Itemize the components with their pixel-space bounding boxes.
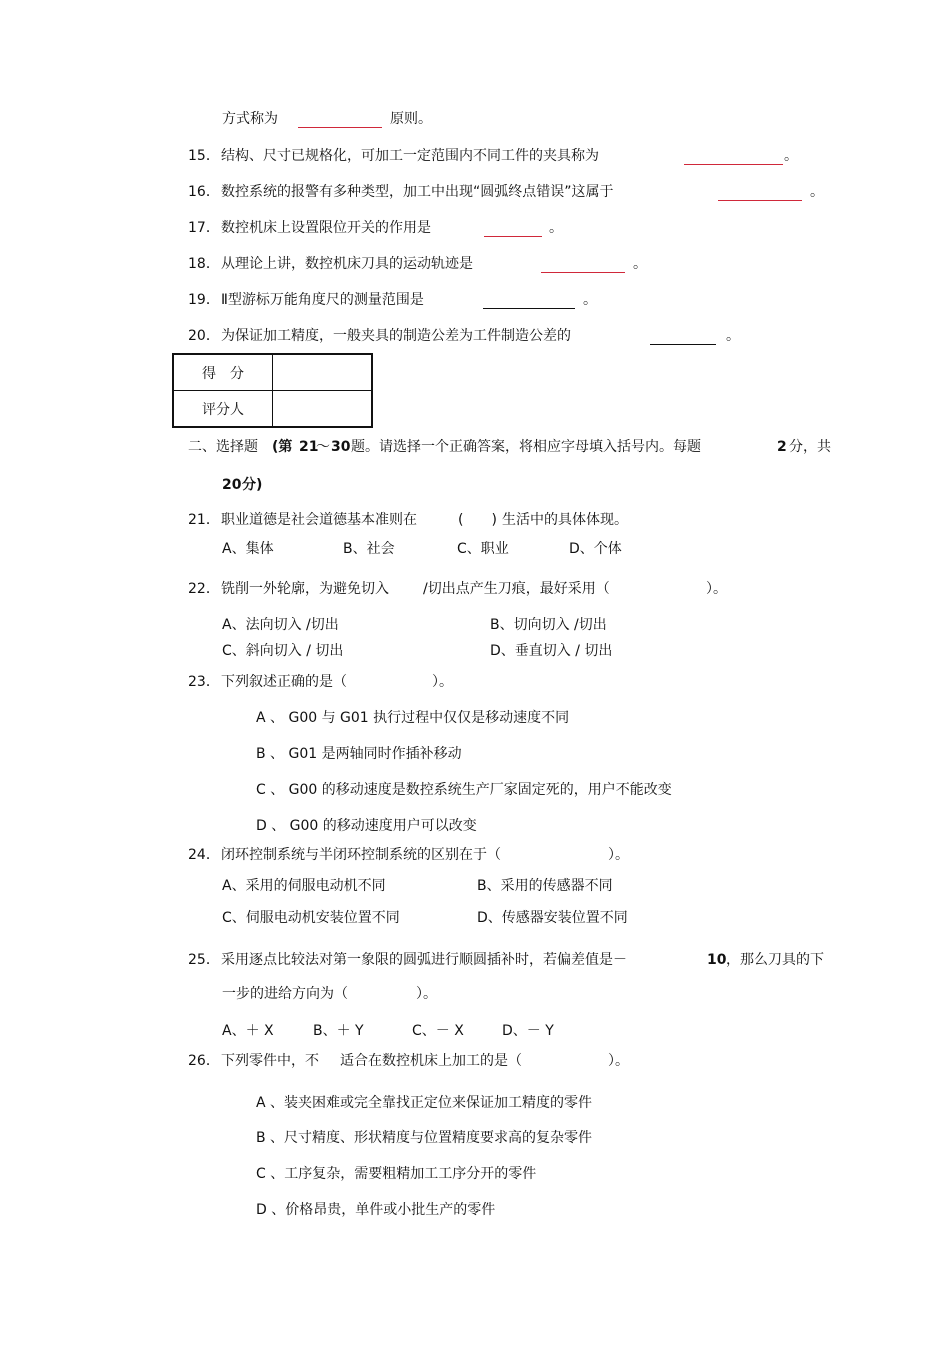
q23-number: 23． xyxy=(188,674,220,690)
q26-option-a[interactable]: A 、装夹困难或完全靠找正定位来保证加工精度的零件 xyxy=(256,1095,593,1111)
section2-q-from: 21 xyxy=(299,439,319,455)
section2-total: 20 xyxy=(222,477,242,493)
q24-option-b[interactable]: B、采用的传感器不同 xyxy=(477,878,613,894)
q21-option-d[interactable]: D、个体 xyxy=(569,541,622,557)
q22-option-c[interactable]: C、斜向切入 / 切出 xyxy=(222,643,344,659)
q19-text: Ⅱ型游标万能角度尺的测量范围是 xyxy=(221,292,424,308)
answer-blank xyxy=(718,200,802,201)
q22-option-b[interactable]: B、切向切入 /切出 xyxy=(490,617,607,633)
q25-value: 10 xyxy=(707,952,727,968)
score-label: 得 分 xyxy=(173,354,273,391)
q26-text-end: ）。 xyxy=(608,1053,629,1069)
q21-text-end: 生活中的具体体现。 xyxy=(502,512,628,528)
q26-option-c[interactable]: C 、工序复杂，需要粗精加工工序分开的零件 xyxy=(256,1166,537,1182)
section2-points: 2 xyxy=(777,439,787,455)
q24-option-d[interactable]: D、传感器安装位置不同 xyxy=(477,910,628,926)
q21-option-b[interactable]: B、社会 xyxy=(343,541,395,557)
answer-blank xyxy=(684,164,783,165)
q15-number: 15． xyxy=(188,148,220,164)
grader-cell[interactable] xyxy=(273,391,373,428)
q22-option-d[interactable]: D、垂直切入 / 切出 xyxy=(490,643,613,659)
q17-number: 17． xyxy=(188,220,220,236)
q25-text: 采用逐点比较法对第一象限的圆弧进行顺圆插补时，若偏差值是－ xyxy=(221,952,627,968)
grader-label: 评分人 xyxy=(173,391,273,428)
q24-option-a[interactable]: A、采用的伺服电动机不同 xyxy=(222,878,386,894)
q25-line2-end: ）。 xyxy=(416,986,437,1002)
q21-option-c[interactable]: C、职业 xyxy=(457,541,509,557)
q20-text: 为保证加工精度，一般夹具的制造公差为工件制造公差的 xyxy=(221,328,571,344)
q23-text: 下列叙述正确的是（ xyxy=(221,674,347,690)
score-cell[interactable] xyxy=(273,354,373,391)
q16-number: 16． xyxy=(188,184,220,200)
q18-suffix: 。 xyxy=(633,256,647,272)
q22-option-a[interactable]: A、法向切入 /切出 xyxy=(222,617,339,633)
answer-blank xyxy=(484,236,542,237)
q23-option-a[interactable]: A 、 G00 与 G01 执行过程中仅仅是移动速度不同 xyxy=(256,710,570,726)
section2-total-label: 分，共 xyxy=(789,439,831,455)
q21-number: 21． xyxy=(188,512,220,528)
q17-text: 数控机床上设置限位开关的作用是 xyxy=(221,220,431,236)
q25-number: 25． xyxy=(188,952,220,968)
q18-text: 从理论上讲，数控机床刀具的运动轨迹是 xyxy=(221,256,473,272)
q21-text: 职业道德是社会道德基本准则在 xyxy=(221,512,417,528)
q20-number: 20． xyxy=(188,328,220,344)
q22-text: 铣削一外轮廓，为避免切入 xyxy=(221,581,389,597)
q17-suffix: 。 xyxy=(549,220,563,236)
q26-number: 26． xyxy=(188,1053,220,1069)
section2-instruction: 题。请选择一个正确答案，将相应字母填入括号内。每题 xyxy=(351,439,701,455)
section2-q-to: 30 xyxy=(331,439,351,455)
q16-text: 数控系统的报警有多种类型，加工中出现“圆弧终点错误”这属于 xyxy=(221,184,614,200)
q19-number: 19． xyxy=(188,292,220,308)
q26-option-b[interactable]: B 、尺寸精度、形状精度与位置精度要求高的复杂零件 xyxy=(256,1130,593,1146)
q16-suffix: 。 xyxy=(810,184,824,200)
q22-number: 22． xyxy=(188,581,220,597)
q23-option-b[interactable]: B 、 G01 是两轴同时作插补移动 xyxy=(256,746,462,762)
q23-option-d[interactable]: D 、 G00 的移动速度用户可以改变 xyxy=(256,818,477,834)
q24-option-c[interactable]: C、伺服电动机安装位置不同 xyxy=(222,910,400,926)
q20-suffix: 。 xyxy=(726,328,740,344)
q18-number: 18． xyxy=(188,256,220,272)
q25-option-d[interactable]: D、－ Y xyxy=(502,1023,554,1039)
q15-text: 结构、尺寸已规格化，可加工一定范围内不同工件的夹具称为 xyxy=(221,148,599,164)
q26-text: 下列零件中，不 xyxy=(221,1053,319,1069)
q26-text-mid: 适合在数控机床上加工的是（ xyxy=(340,1053,522,1069)
q25-line2: 一步的进给方向为（ xyxy=(222,986,348,1002)
answer-blank xyxy=(650,344,716,345)
q21-bracket[interactable]: ( ) xyxy=(458,512,497,528)
q15-suffix: 。 xyxy=(784,148,798,164)
q25-option-c[interactable]: C、－ X xyxy=(412,1023,464,1039)
q23-text-end: ）。 xyxy=(432,674,453,690)
q24-number: 24． xyxy=(188,847,220,863)
section2-tilde: ～ xyxy=(316,439,330,455)
answer-blank xyxy=(298,127,382,128)
section2-paren-open: (第 xyxy=(272,439,293,455)
score-table xyxy=(172,353,373,428)
q14-suffix: 原则。 xyxy=(390,111,432,127)
q25-text-end: ，那么刀具的下 xyxy=(726,952,824,968)
q23-option-c[interactable]: C 、 G00 的移动速度是数控系统生产厂家固定死的，用户不能改变 xyxy=(256,782,672,798)
q24-text: 闭环控制系统与半闭环控制系统的区别在于（ xyxy=(221,847,501,863)
q26-option-d[interactable]: D 、价格昂贵，单件或小批生产的零件 xyxy=(256,1202,496,1218)
answer-blank xyxy=(541,272,625,273)
q22-text-mid: /切出点产生刀痕，最好采用（ xyxy=(423,581,610,597)
section2-total-unit: 分) xyxy=(242,477,263,493)
q22-text-end: ）。 xyxy=(706,581,727,597)
q25-option-a[interactable]: A、＋ X xyxy=(222,1023,274,1039)
q24-text-end: ）。 xyxy=(608,847,629,863)
answer-blank xyxy=(483,308,575,309)
q25-option-b[interactable]: B、＋ Y xyxy=(313,1023,364,1039)
section2-title: 二、选择题 xyxy=(188,439,258,455)
q14-continuation: 方式称为 xyxy=(222,111,278,127)
q19-suffix: 。 xyxy=(583,292,597,308)
q21-option-a[interactable]: A、集体 xyxy=(222,541,274,557)
